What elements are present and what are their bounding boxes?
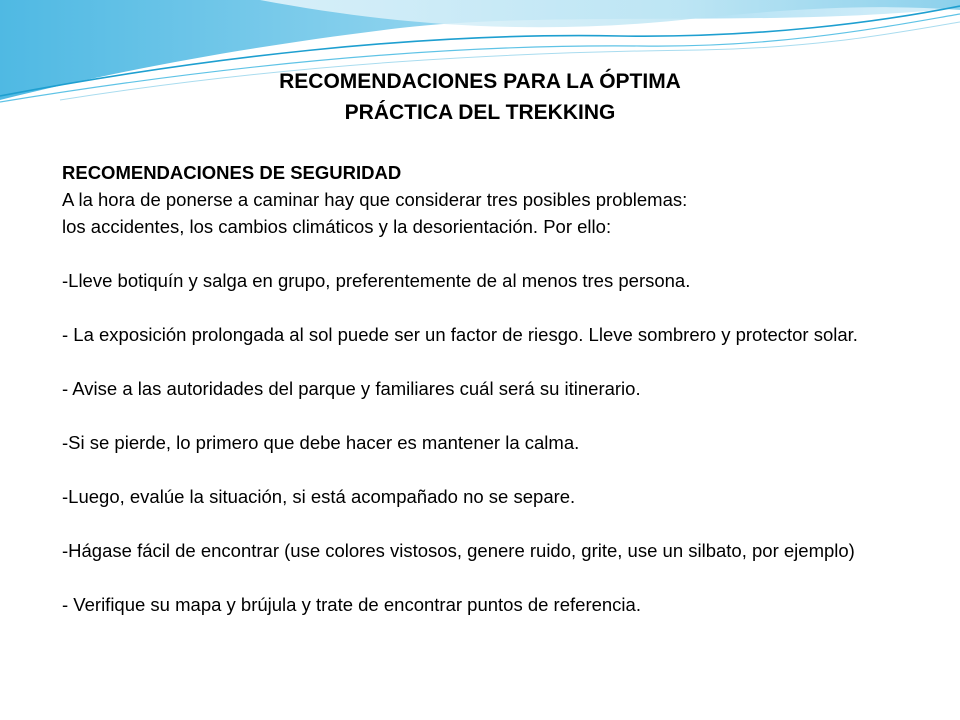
spacer: [62, 402, 882, 429]
intro-line-2: los accidentes, los cambios climáticos y la desorientación. Por ello:: [62, 216, 612, 237]
list-item: - Verifique su mapa y brújula y trate de encontrar puntos de referencia.: [62, 594, 641, 615]
section-heading: RECOMENDACIONES DE SEGURIDAD: [62, 162, 402, 183]
spacer: [62, 294, 882, 321]
title-line-1: RECOMENDACIONES PARA LA ÓPTIMA: [279, 70, 681, 93]
title-line-2: PRÁCTICA DEL TREKKING: [344, 101, 616, 124]
spacer: [62, 456, 882, 483]
spacer: [62, 240, 882, 267]
list-item: - Avise a las autoridades del parque y familiares cuál será su itinerario.: [62, 378, 641, 399]
list-item: -Luego, evalúe la situación, si está acompañado no se separe.: [62, 486, 576, 507]
slide-title: [0, 66, 960, 128]
spacer: [62, 348, 882, 375]
slide-body: [62, 159, 882, 618]
list-item: - La exposición prolongada al sol puede ser un factor de riesgo. Lleve sombrero y protector solar.: [62, 324, 858, 345]
list-item: -Hágase fácil de encontrar (use colores vistosos, genere ruido, grite, use un silbato, por ejemplo): [62, 540, 855, 561]
list-item: -Lleve botiquín y salga en grupo, preferentemente de al menos tres persona.: [62, 270, 691, 291]
intro-line-1: A la hora de ponerse a caminar hay que considerar tres posibles problemas:: [62, 189, 688, 210]
spacer: [62, 510, 882, 537]
spacer: [62, 564, 882, 591]
list-item: -Si se pierde, lo primero que debe hacer es mantener la calma.: [62, 432, 580, 453]
